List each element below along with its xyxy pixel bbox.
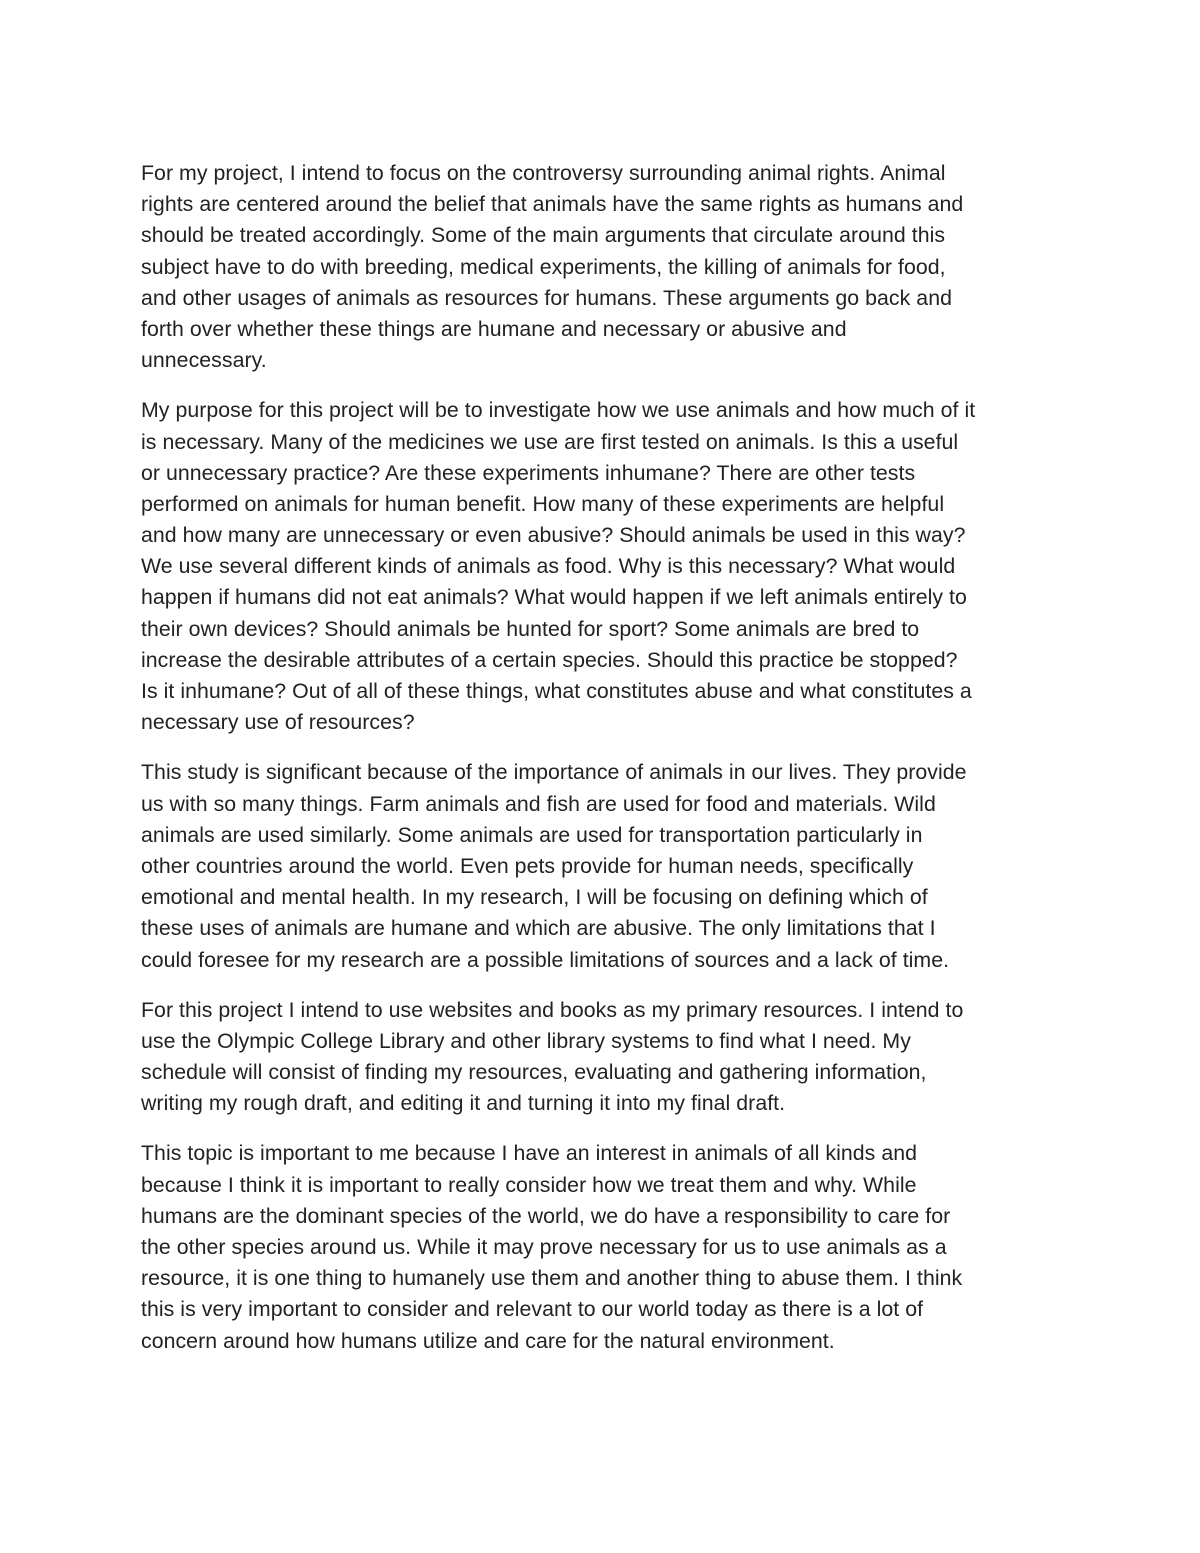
text-line: Is it inhumane? Out of all of these things, what constitutes abuse and what constitutes a (141, 679, 972, 703)
text-line: For this project I intend to use websites and books as my primary resources. I intend to (141, 997, 964, 1022)
text-line: writing my rough draft, and editing it and turning it into my final draft. (141, 1091, 786, 1116)
paragraph-spacer (141, 976, 1071, 995)
text-line: necessary use of resources? (141, 710, 415, 735)
text-line: emotional and mental health. In my research, I will be focusing on defining which of (141, 885, 928, 910)
text-line: their own devices? Should animals be hunted for sport? Some animals are bred to (141, 616, 920, 641)
text-line: humans are the dominant species of the world, we do have a responsibility to care for (141, 1203, 951, 1228)
text-line: use the Olympic College Library and other library systems to find what I need. My (141, 1028, 911, 1053)
text-line: and how many are unnecessary or even abusive? Should animals be used in this way? (141, 523, 966, 548)
text-line: This study is significant because of the importance of animals in our lives. They provide (141, 760, 967, 785)
document-body (141, 158, 1071, 1357)
text-line: should be treated accordingly. Some of the main arguments that circulate around this (141, 223, 946, 248)
paragraph (141, 395, 1071, 738)
text-line: subject have to do with breeding, medical experiments, the killing of animals for food, (141, 254, 946, 279)
text-line: resource, it is one thing to humanely use them and another thing to abuse them. I think (141, 1266, 963, 1291)
text-line: other countries around the world. Even pets provide for human needs, specifically (141, 853, 914, 878)
text-line: For my project, I intend to focus on the controversy surrounding animal rights. Animal (141, 161, 946, 185)
text-line: concern around how humans utilize and care for the natural environment. (141, 1328, 835, 1353)
text-line: is necessary. Many of the medicines we use are first tested on animals. Is this a useful (141, 429, 959, 454)
text-line: We use several different kinds of animals as food. Why is this necessary? What would (141, 554, 956, 579)
text-line: increase the desirable attributes of a certain species. Should this practice be stopped? (141, 647, 958, 672)
paragraph (141, 158, 1071, 376)
text-line: this is very important to consider and relevant to our world today as there is a lot of (141, 1297, 924, 1322)
text-line: us with so many things. Farm animals and fish are used for food and materials. Wild (141, 791, 936, 816)
paragraph (141, 1138, 1071, 1356)
paragraph-spacer (141, 376, 1071, 395)
text-line: My purpose for this project will be to investigate how we use animals and how much of it (141, 398, 976, 423)
text-line: unnecessary. (141, 348, 267, 373)
text-line: This topic is important to me because I have an interest in animals of all kinds and (141, 1141, 918, 1166)
paragraph-spacer (141, 1119, 1071, 1138)
text-line: rights are centered around the belief that animals have the same rights as humans and (141, 192, 964, 217)
text-line: and other usages of animals as resources for humans. These arguments go back and (141, 285, 952, 310)
text-line: forth over whether these things are humane and necessary or abusive and (141, 316, 847, 341)
text-line: schedule will consist of finding my resources, evaluating and gathering information, (141, 1060, 927, 1085)
text-line: these uses of animals are humane and which are abusive. The only limitations that I (141, 916, 936, 941)
text-line: happen if humans did not eat animals? What would happen if we left animals entirely to (141, 585, 967, 610)
text-line: the other species around us. While it may prove necessary for us to use animals as a (141, 1235, 947, 1259)
text-line: or unnecessary practice? Are these experiments inhumane? There are other tests (141, 460, 916, 485)
text-line: because I think it is important to really consider how we treat them and why. While (141, 1172, 917, 1197)
paragraph-spacer (141, 738, 1071, 757)
text-line: animals are used similarly. Some animals are used for transportation particularly in (141, 822, 923, 847)
text-line: performed on animals for human benefit. How many of these experiments are helpful (141, 491, 945, 516)
paragraph (141, 995, 1071, 1120)
paragraph (141, 757, 1071, 975)
text-line: could foresee for my research are a possible limitations of sources and a lack of time. (141, 947, 950, 972)
